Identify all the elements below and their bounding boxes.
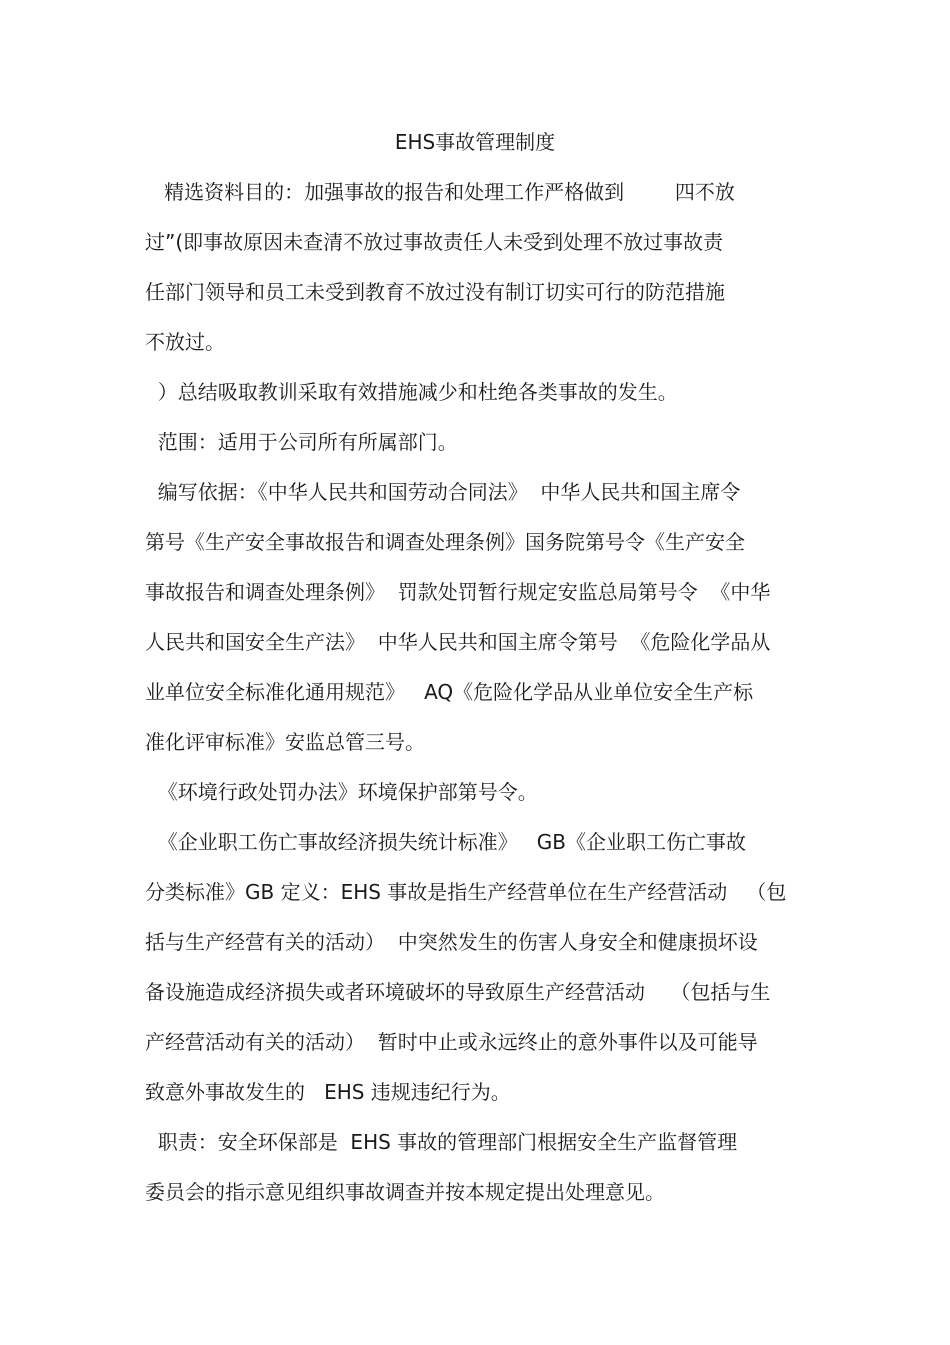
text-line: 过”(即事故原因未查清不放过事故责任人未受到处理不放过事故责	[145, 230, 724, 254]
text-line: 产经营活动有关的活动） 暂时中止或永远终止的意外事件以及可能导	[145, 1030, 758, 1054]
text-line: 任部门领导和员工未受到教育不放过没有制订切实可行的防范措施	[145, 280, 725, 304]
text-line: 委员会的指示意见组织事故调查并按本规定提出处理意见。	[145, 1180, 665, 1204]
text-line: ）总结吸取教训采取有效措施减少和杜绝各类事故的发生。	[145, 380, 678, 404]
text-line: 职责：安全环保部是 EHS 事故的管理部门根据安全生产监督管理	[145, 1130, 738, 1154]
text-line: 事故报告和调查处理条例》 罚款处罚暂行规定安监总局第号令 《中华	[145, 580, 771, 604]
text-line: 第号《生产安全事故报告和调查处理条例》国务院第号令《生产安全	[145, 530, 745, 554]
text-line: 分类标准》GB 定义：EHS 事故是指生产经营单位在生产经营活动 （包	[145, 880, 787, 904]
text-line: 《企业职工伤亡事故经济损失统计标准》 GB《企业职工伤亡事故	[145, 830, 747, 854]
text-line: 准化评审标准》安监总管三号。	[145, 730, 425, 754]
text-line: 编写依据：《中华人民共和国劳动合同法》 中华人民共和国主席令	[145, 480, 741, 504]
text-line: 精选资料目的：加强事故的报告和处理工作严格做到 四不放	[145, 180, 735, 204]
text-line: 不放过。	[145, 330, 225, 354]
text-line: 《环境行政处罚办法》环境保护部第号令。	[145, 780, 538, 804]
text-line: 人民共和国安全生产法》 中华人民共和国主席令第号 《危险化学品从	[145, 630, 771, 654]
text-line: 致意外事故发生的 EHS 违规违纪行为。	[145, 1080, 511, 1104]
text-line: 备设施造成经济损失或者环境破坏的导致原生产经营活动 （包括与生	[145, 980, 771, 1004]
text-line: 括与生产经营有关的活动） 中突然发生的伤害人身安全和健康损坏设	[145, 930, 758, 954]
document-title: EHS事故管理制度	[394, 130, 556, 154]
text-line: 业单位安全标准化通用规范》 AQ《危险化学品从业单位安全生产标	[145, 680, 754, 704]
text-line: 范围：适用于公司所有所属部门。	[145, 430, 458, 454]
